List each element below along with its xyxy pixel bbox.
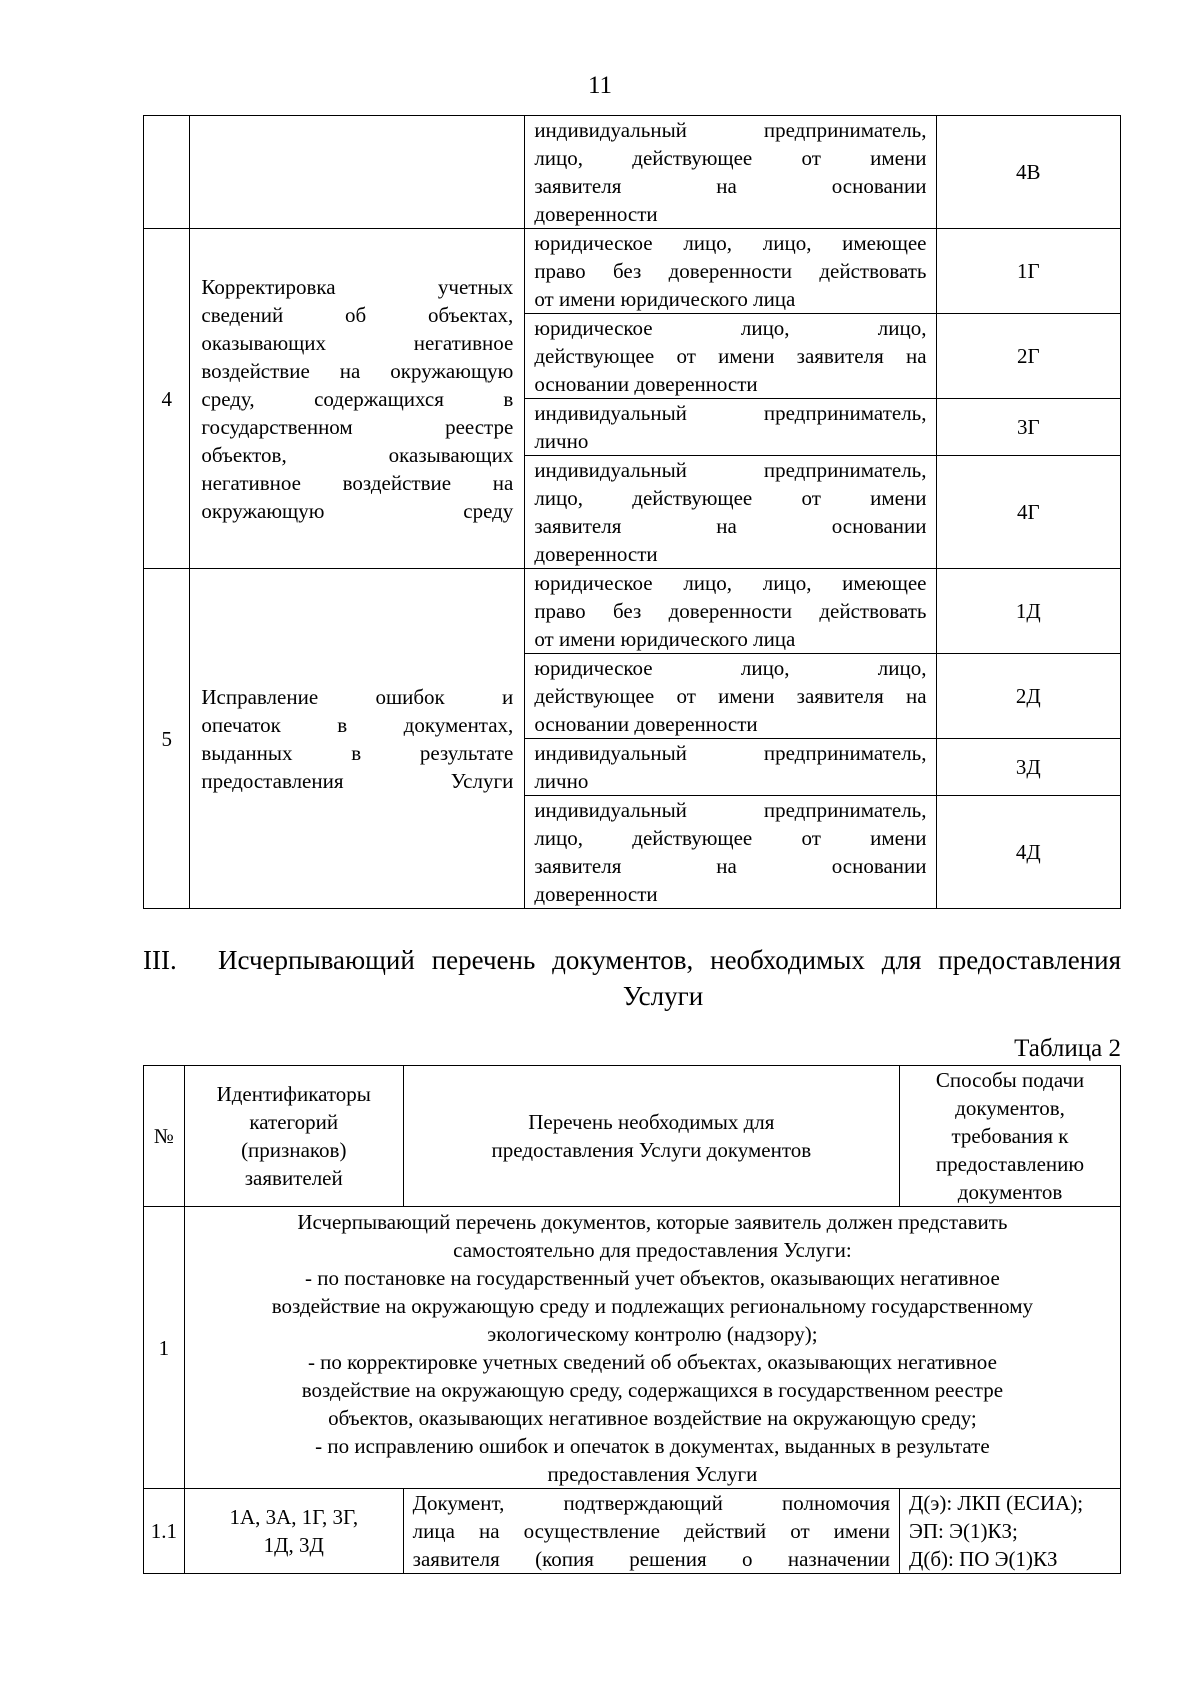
submission-methods: Д(э): ЛКП (ЕСИА); ЭП: Э(1)КЗ; Д(б): ПО Э(1)КЗ (900, 1489, 1121, 1574)
header-ids: Идентификаторы категорий (признаков) заявителей (184, 1066, 403, 1207)
table-header-row (144, 1066, 1121, 1207)
category-cell: индивидуальный предприниматель, лицо, действующее от имени заявителя на основании доверенности (525, 796, 936, 909)
row-number: 1.1 (144, 1489, 185, 1574)
category-cell: юридическое лицо, лицо, действующее от имени заявителя на основании доверенности (525, 654, 936, 739)
row-number (144, 116, 190, 229)
category-code: 3Г (936, 399, 1120, 456)
category-code: 4Д (936, 796, 1120, 909)
row-description: Исправление ошибок и опечаток в документах, выданных в результате предоставления Услуги (190, 569, 525, 909)
category-code: 4Г (936, 456, 1120, 569)
category-cell: индивидуальный предприниматель, лицо, действующее от имени заявителя на основании доверенности (525, 116, 936, 229)
header-docs: Перечень необходимых для предоставления Услуги документов (403, 1066, 899, 1207)
document-list: Документ, подтверждающий полномочия лица на осуществление действий от имени заявителя (копия решения о назначении (403, 1489, 899, 1574)
section-description: Исчерпывающий перечень документов, которые заявитель должен представить самостоятельно для предоставления Услуги: - по постановке на государственный учет объектов, оказывающих негативное воздействие на окружающую среду и подлежащих региональному государственному экологическому контролю (надзору); - по корректировке учетных сведений об объектах, оказывающих негативное воздействие на окружающую среду, содержащихся в государственном реестре объектов, оказывающих негативное воздействие на окружающую среду; - по исправлению ошибок и опечаток в документах, выданных в результате предоставления Услуги (184, 1207, 1120, 1489)
row-number: 1 (144, 1207, 185, 1489)
section-number: III. (143, 945, 177, 975)
category-code: 4В (936, 116, 1120, 229)
section-title: Исчерпывающий перечень документов, необходимых для предоставления (218, 945, 1121, 975)
categories-table (143, 115, 1121, 909)
category-code: 3Д (936, 739, 1120, 796)
table-row (144, 116, 1121, 229)
category-cell: индивидуальный предприниматель, лицо, действующее от имени заявителя на основании доверенности (525, 456, 936, 569)
table-row (144, 229, 1121, 314)
table-row (144, 569, 1121, 654)
documents-table (143, 1065, 1121, 1574)
page-number: 11 (587, 72, 613, 99)
table-caption: Таблица 2 (1014, 1035, 1121, 1062)
row-number: 4 (144, 229, 190, 569)
category-code: 2Г (936, 314, 1120, 399)
table-row (144, 1207, 1121, 1489)
row-number: 5 (144, 569, 190, 909)
category-cell: юридическое лицо, лицо, имеющее право без доверенности действовать от имени юридического лица (525, 569, 936, 654)
category-code: 1Д (936, 569, 1120, 654)
row-description (190, 116, 525, 229)
category-ids: 1А, 3А, 1Г, 3Г, 1Д, 3Д (184, 1489, 403, 1574)
category-cell: индивидуальный предприниматель, лично (525, 399, 936, 456)
table-row (144, 1489, 1121, 1574)
section-title-continuation: Услуги (622, 981, 704, 1011)
category-cell: индивидуальный предприниматель, лично (525, 739, 936, 796)
category-code: 2Д (936, 654, 1120, 739)
category-cell: юридическое лицо, лицо, действующее от имени заявителя на основании доверенности (525, 314, 936, 399)
header-num: № (144, 1066, 185, 1207)
row-description: Корректировка учетных сведений об объектах, оказывающих негативное воздействие на окружающую среду, содержащихся в государственном реестре объектов, оказывающих негативное воздействие на окружающую среду (190, 229, 525, 569)
category-code: 1Г (936, 229, 1120, 314)
category-cell: юридическое лицо, лицо, имеющее право без доверенности действовать от имени юридического лица (525, 229, 936, 314)
header-ways: Способы подачи документов, требования к предоставлению документов (900, 1066, 1121, 1207)
